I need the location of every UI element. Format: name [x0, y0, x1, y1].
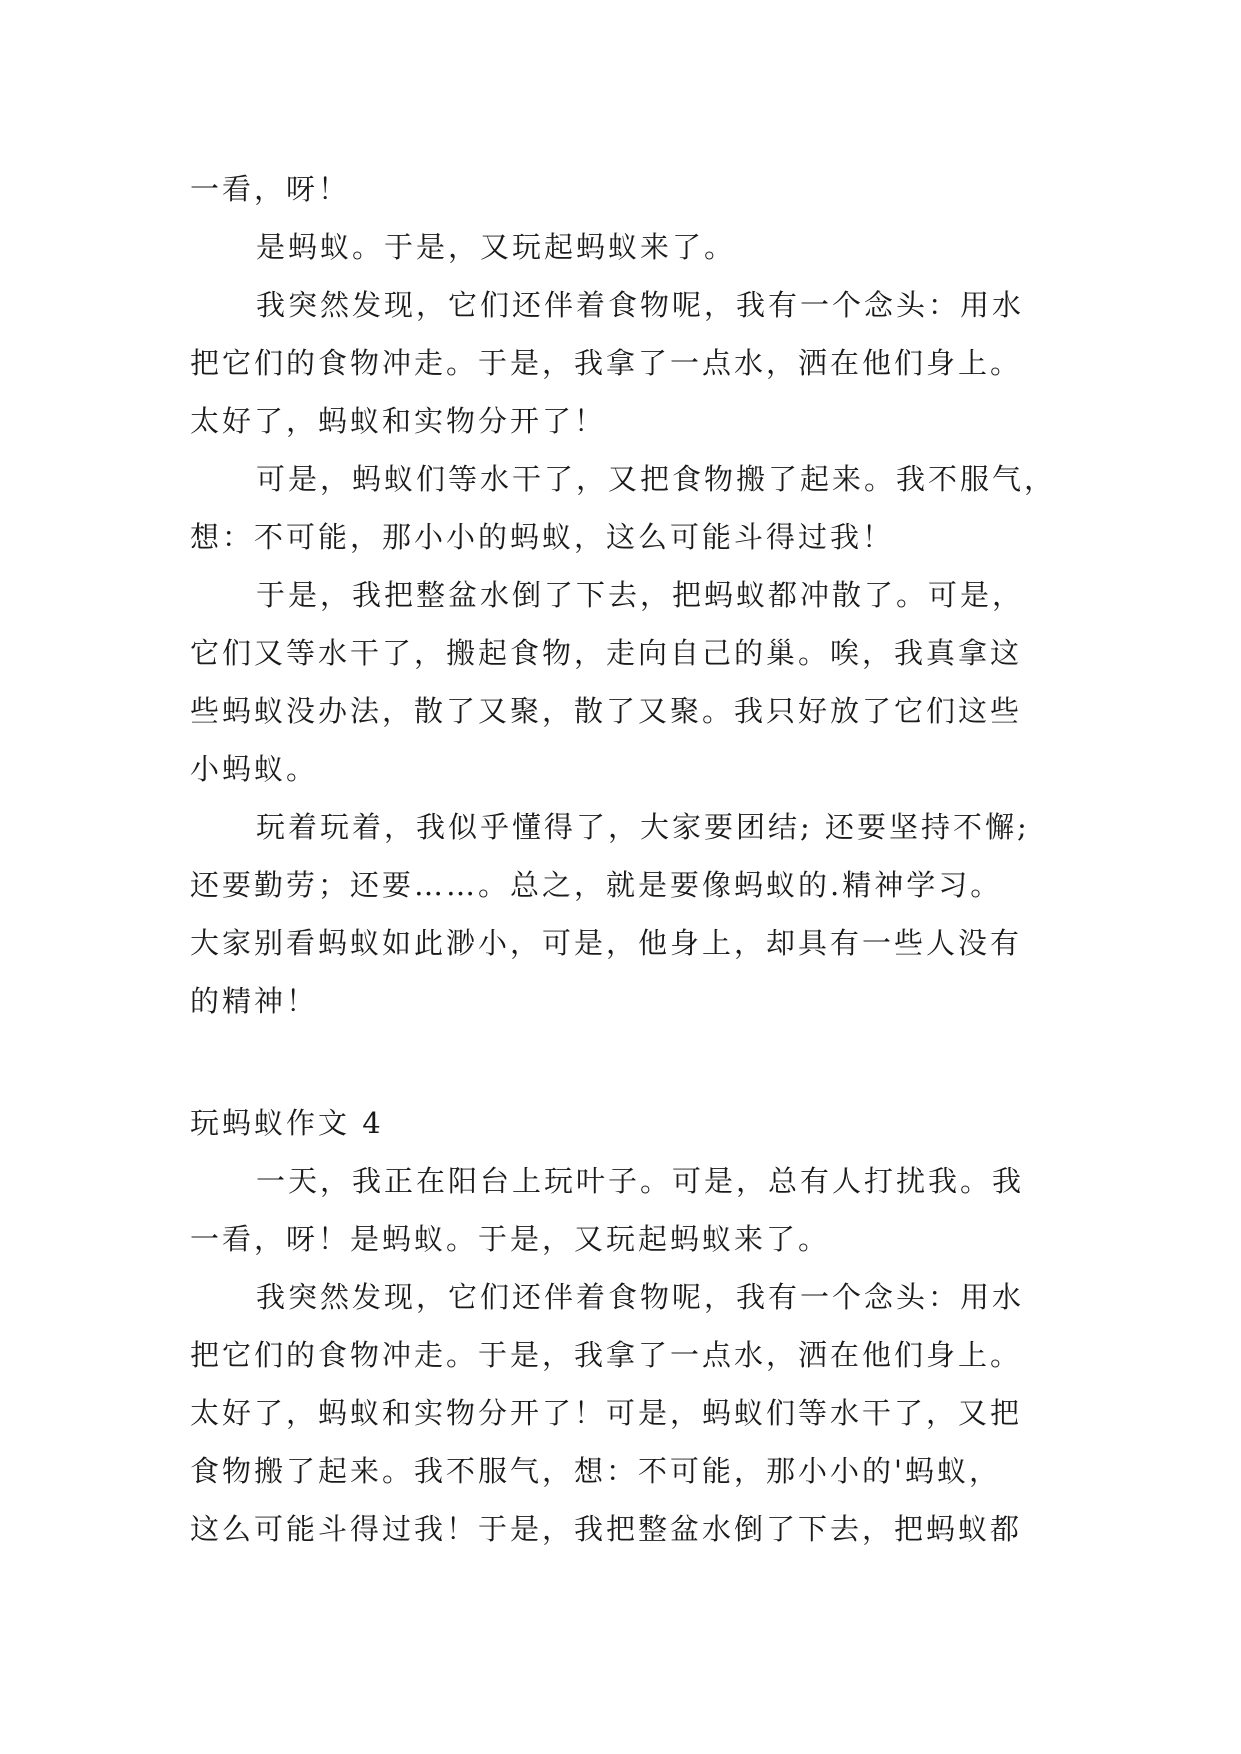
text-line: 些蚂蚁没办法，散了又聚，散了又聚。我只好放了它们这些 — [190, 694, 1023, 728]
text-line: 玩着玩着，我似乎懂得了，大家要团结; 还要坚持不懈; — [256, 810, 1030, 844]
essay-4 — [190, 1094, 1070, 1558]
text-line: 太好了，蚂蚁和实物分开了！可是，蚂蚁们等水干了，又把 — [190, 1396, 1023, 1430]
text-line: 它们又等水干了，搬起食物，走向自己的巢。唉，我真拿这 — [190, 636, 1023, 670]
text-line: 太好了，蚂蚁和实物分开了！ — [190, 404, 607, 438]
essay-title: 玩蚂蚁作文 4 — [190, 1106, 384, 1140]
text-line: 我突然发现，它们还伴着食物呢，我有一个念头：用水 — [256, 288, 1025, 322]
text-line: 想：不可能，那小小的蚂蚁，这么可能斗得过我！ — [190, 520, 895, 554]
text-line: 把它们的食物冲走。于是，我拿了一点水，洒在他们身上。 — [190, 346, 1023, 380]
text-line: 把它们的食物冲走。于是，我拿了一点水，洒在他们身上。 — [190, 1338, 1023, 1372]
text-line: 我突然发现，它们还伴着食物呢，我有一个念头：用水 — [256, 1280, 1025, 1314]
text-line: 是蚂蚁。于是，又玩起蚂蚁来了。 — [256, 230, 737, 264]
text-line: 食物搬了起来。我不服气，想：不可能，那小小的'蚂蚁， — [190, 1454, 1001, 1488]
text-line: 大家别看蚂蚁如此渺小，可是，他身上，却具有一些人没有 — [190, 926, 1023, 960]
essay-continuation — [190, 160, 1070, 1030]
text-line: 这么可能斗得过我！于是，我把整盆水倒了下去，把蚂蚁都 — [190, 1512, 1023, 1546]
text-line: 小蚂蚁。 — [190, 752, 319, 786]
text-line: 一看，呀！是蚂蚁。于是，又玩起蚂蚁来了。 — [190, 1222, 831, 1256]
text-line: 还要勤劳；还要……。总之，就是要像蚂蚁的.精神学习。 — [190, 868, 1003, 902]
text-line: 的精神！ — [190, 984, 319, 1018]
text-line: 一看，呀！ — [190, 172, 351, 206]
text-line: 可是，蚂蚁们等水干了，又把食物搬了起来。我不服气， — [256, 462, 1057, 496]
text-line: 于是，我把整盆水倒了下去，把蚂蚁都冲散了。可是， — [256, 578, 1025, 612]
text-line: 一天，我正在阳台上玩叶子。可是，总有人打扰我。我 — [256, 1164, 1025, 1198]
